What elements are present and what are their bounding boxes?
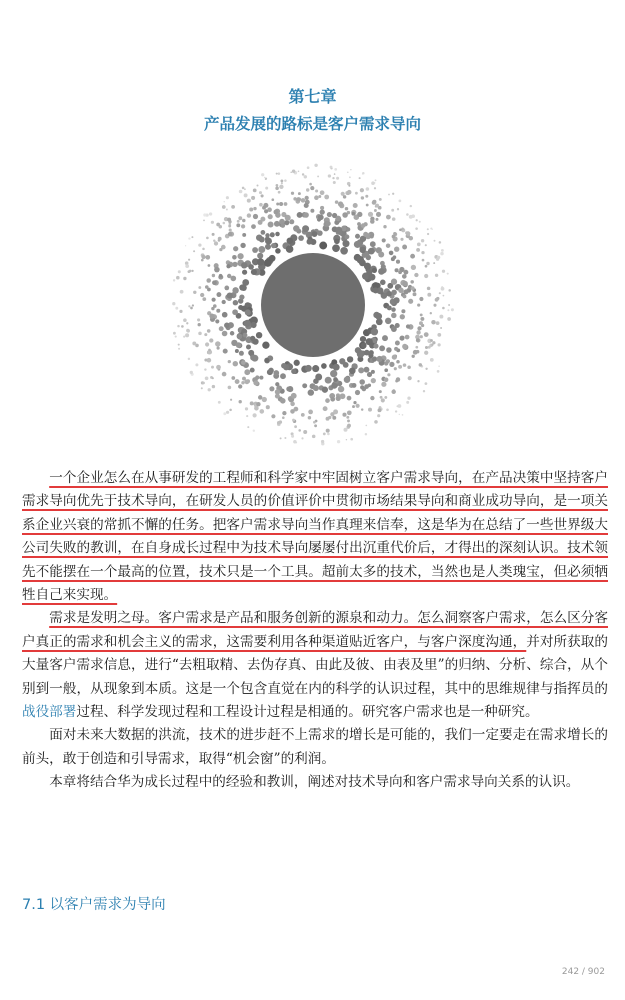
- paragraph-4: 本章将结合华为成长过程中的经验和教训，阐述对技术导向和客户需求导向关系的认识。: [49, 774, 580, 791]
- body-text: [22, 467, 608, 795]
- chapter-number: 第七章: [288, 87, 337, 106]
- paragraph-2: 需求是发明之母。客户需求是产品和服务创新的源泉和动力。怎么洞察客户需求，怎么区分客户真正的需求和机会主义的需求，这需要利用各种渠道贴近客户，与客户深度沟通，并对所获取的大量客户需求信息，进行“去粗取精、去伪存真、由此及彼、由表及里”的归纳、分析、综合，从个别到一般，从现象到本质。这是一个包含直觉在内的科学的认识过程，其中的思维规律与指挥员的战役部署过程、科学发现过程和工程设计过程是相通的。研究客户需求也是一种研究。: [22, 610, 609, 721]
- paragraph-1: 一个企业怎么在从事研发的工程师和科学家中牢固树立客户需求导向，在产品决策中坚持客户需求导向优先于技术导向，在研发人员的价值评价中贯彻市场结果导向和商业成功导向，是一项关系企业兴衰的常抓不懈的任务。把客户需求导向当作真理来信奉，这是华为在总结了一些世界级大公司失败的教训，在自身成长过程中为技术导向屡屡付出沉重代价后，才得出的深刻认识。技术领先不能摆在一个最高的位置，技术只是一个工具。超前太多的技术，当然也是人类瑰宝，但必须牺牲自己来实现。: [22, 470, 608, 604]
- paragraph-3: 面对未来大数据的洪流，技术的进步赶不上需求的增长是可能的，我们一定要走在需求增长的前头，敢于创造和引导需求，取得“机会窗”的利润。: [22, 727, 608, 767]
- page-indicator: 242 / 902: [561, 967, 605, 977]
- link-campaign-deployment[interactable]: 战役部署: [22, 704, 77, 721]
- chapter-title: 产品发展的路标是客户需求导向: [203, 115, 421, 133]
- section-heading[interactable]: 7.1 以客户需求为导向: [22, 897, 166, 913]
- center-disc-icon: [261, 253, 365, 357]
- chapter-illustration: [170, 160, 458, 452]
